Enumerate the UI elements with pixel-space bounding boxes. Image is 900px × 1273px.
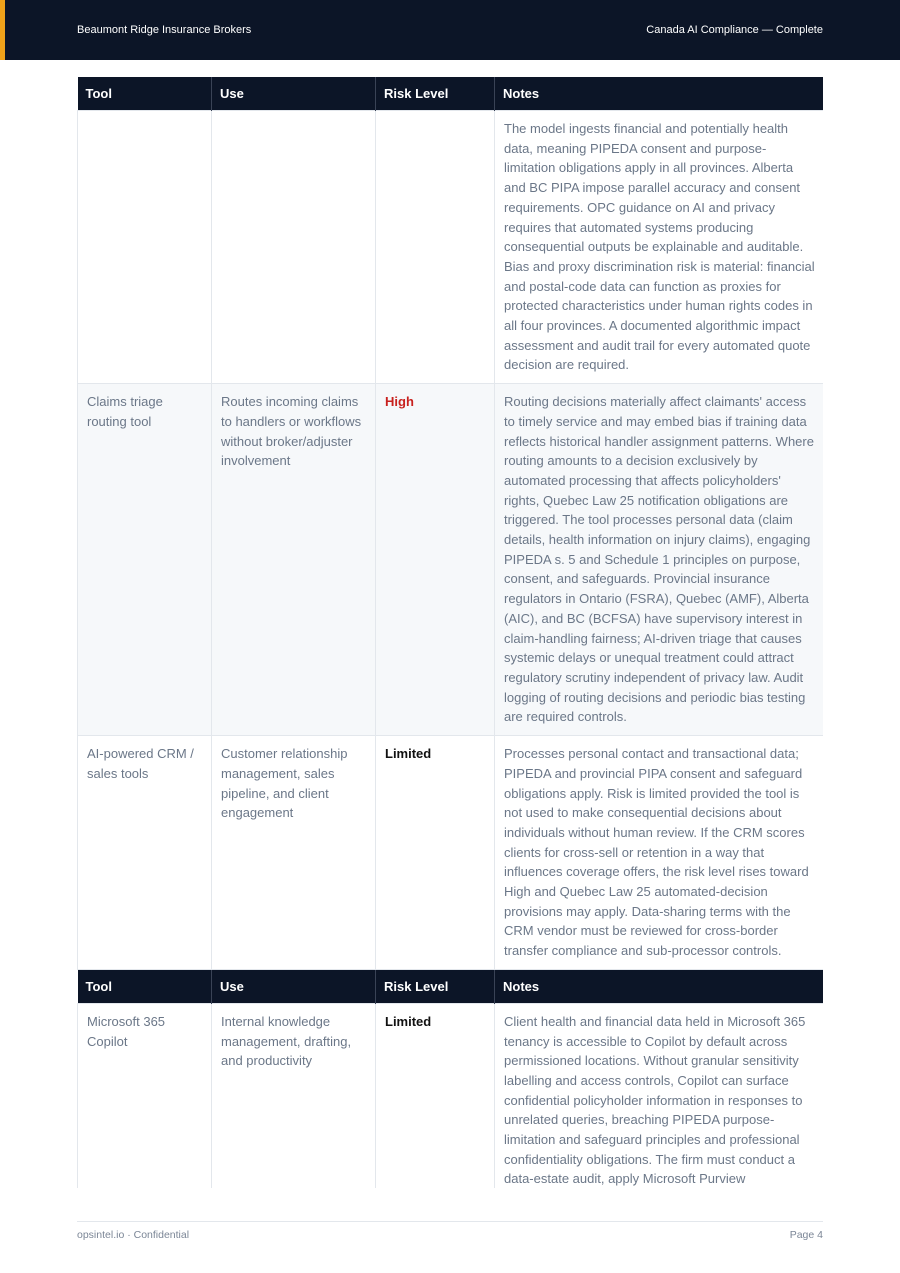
table-row	[78, 736, 824, 970]
column-header-use: Use	[212, 969, 376, 1003]
column-header-risk-level: Risk Level	[376, 77, 495, 111]
column-header-risk-level: Risk Level	[376, 969, 495, 1003]
page-number: Page 4	[789, 1229, 823, 1241]
tool-cell: Microsoft 365 Copilot	[78, 1003, 212, 1188]
brand-name: Beaumont Ridge Insurance Brokers	[77, 24, 252, 36]
tool-cell	[78, 111, 212, 384]
notes-cell: Routing decisions materially affect claimants' access to timely service and may embed bias if training data reflects historical handler assignment patterns. Where routing amounts to a decision exclusively by automated processing that affects policyholders' rights, Quebec Law 25 notification obligations are triggered. The tool processes personal data (claim details, health information on injury claims), engaging PIPEDA s. 5 and Schedule 1 principles on purpose, consent, and safeguards. Provincial insurance regulators in Ontario (FSRA), Quebec (AMF), Alberta (AIC), and BC (BCFSA) have supervisory interest in claim-handling fairness; AI-driven triage that causes systemic delays or unequal treatment could attract regulatory scrutiny independent of privacy law. Audit logging of routing decisions and periodic bias testing are required controls.	[495, 384, 824, 736]
table-row	[78, 111, 824, 384]
table-row	[78, 1003, 824, 1188]
tool-cell: AI-powered CRM / sales tools	[78, 736, 212, 970]
risk-cell	[376, 384, 495, 736]
column-header-tool: Tool	[78, 77, 212, 111]
compliance-table-container	[77, 77, 823, 1188]
top-header-bar	[0, 0, 900, 60]
column-header-notes: Notes	[495, 969, 824, 1003]
use-cell: Internal knowledge management, drafting, and productivity	[212, 1003, 376, 1188]
risk-level-limited: Limited	[385, 1013, 432, 1029]
footer-source: opsintel.io · Confidential	[77, 1229, 190, 1241]
risk-level-high: High	[385, 394, 414, 410]
column-header-tool: Tool	[78, 969, 212, 1003]
table-header-row-repeat	[78, 969, 824, 1003]
notes-cell: The model ingests financial and potentially health data, meaning PIPEDA consent and purpose-limitation obligations apply in all provinces. Alberta and BC PIPA impose parallel accuracy and consent requirements. OPC guidance on AI and privacy requires that automated systems producing consequential outputs be explainable and auditable. Bias and proxy discrimination risk is material: financial and postal-code data can function as proxies for protected characteristics under human rights codes in all four provinces. A documented algorithmic impact assessment and audit trail for every automated quote decision are required.	[495, 111, 824, 384]
risk-cell	[376, 736, 495, 970]
notes-cell: Client health and financial data held in Microsoft 365 tenancy is accessible to Copilot by default across permissioned locations. Without granular sensitivity labelling and access controls, Copilot can surface confidential policyholder information in responses to unrelated queries, breaching PIPEDA purpose-limitation and safeguard principles and professional confidentiality obligations. The firm must conduct a data-estate audit, apply Microsoft Purview	[495, 1003, 824, 1188]
use-cell: Routes incoming claims to handlers or workflows without broker/adjuster involvement	[212, 384, 376, 736]
risk-level-limited: Limited	[385, 746, 432, 762]
risk-cell	[376, 111, 495, 384]
compliance-table	[77, 77, 823, 1188]
column-header-notes: Notes	[495, 77, 824, 111]
table-row	[78, 384, 824, 736]
table-header-row	[78, 77, 824, 111]
accent-stripe	[0, 0, 5, 60]
document-title: Canada AI Compliance — Complete	[646, 24, 823, 36]
footer-divider	[77, 1221, 823, 1222]
notes-cell: Processes personal contact and transactional data; PIPEDA and provincial PIPA consent and safeguard obligations apply. Risk is limited provided the tool is not used to make consequential decisions about individuals without human review. If the CRM scores clients for cross-sell or retention in a way that influences coverage offers, the risk level rises toward High and Quebec Law 25 automated-decision provisions may apply. Data-sharing terms with the CRM vendor must be reviewed for cross-border transfer compliance and sub-processor controls.	[495, 736, 824, 970]
column-header-use: Use	[212, 77, 376, 111]
use-cell: Customer relationship management, sales pipeline, and client engagement	[212, 736, 376, 970]
risk-cell	[376, 1003, 495, 1188]
use-cell	[212, 111, 376, 384]
tool-cell: Claims triage routing tool	[78, 384, 212, 736]
